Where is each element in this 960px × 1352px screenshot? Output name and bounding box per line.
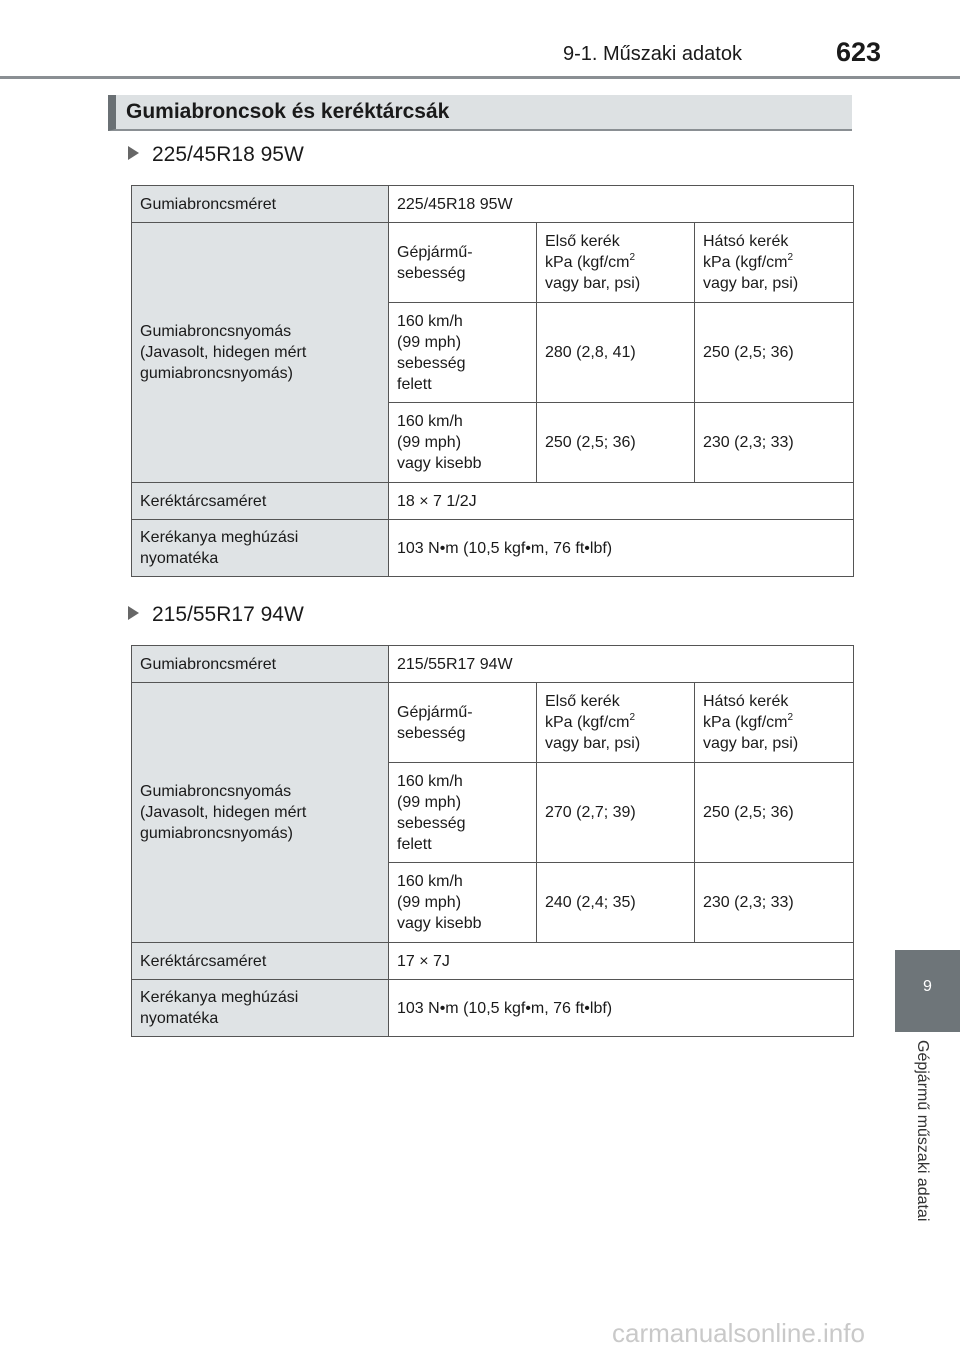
- speed-below: 160 km/h (99 mph) vagy kisebb: [389, 403, 537, 483]
- chapter-tab: [895, 950, 960, 1032]
- size-label: Gumiabroncsméret: [132, 186, 389, 223]
- table-row: [132, 980, 854, 1037]
- section-heading-bar: [108, 95, 852, 131]
- chapter-number: 9: [923, 978, 932, 995]
- table-row: [132, 520, 854, 577]
- table-row: [132, 683, 854, 763]
- section-title: 9-1. Műszaki adatok: [563, 43, 742, 65]
- speed-below: 160 km/h (99 mph) vagy kisebb: [389, 863, 537, 943]
- chapter-label: Gépjármű műszaki adatai: [914, 1040, 931, 1222]
- tire-heading-1: [128, 143, 304, 167]
- tire-heading-text: 225/45R18 95W: [152, 143, 304, 166]
- header-rule: [0, 76, 960, 79]
- pressure-label: Gumiabroncsnyomás (Javasolt, hidegen mért gumiabroncsnyomás): [132, 683, 389, 943]
- front-header: Első kerék kPa ($kgf/cm^2$ vagy bar, psi): [537, 223, 695, 303]
- pressure-label: Gumiabroncsnyomás (Javasolt, hidegen mért gumiabroncsnyomás): [132, 223, 389, 483]
- front-pressure-below: 250 (2,5; 36): [537, 403, 695, 483]
- torque-value: 103 N•m (10,5 kgf•m, 76 ft•lbf): [389, 520, 854, 577]
- table-row: [132, 943, 854, 980]
- speed-header: Gépjármű- sebesség: [389, 683, 537, 763]
- rear-pressure-below: 230 (2,3; 33): [695, 863, 854, 943]
- torque-label: Kerékanya meghúzási nyomatéka: [132, 980, 389, 1037]
- rear-pressure-above: 250 (2,5; 36): [695, 763, 854, 863]
- triangle-bullet-icon: [128, 606, 139, 620]
- triangle-bullet-icon: [128, 146, 139, 160]
- speed-above: 160 km/h (99 mph) sebesség felett: [389, 303, 537, 403]
- tire-spec-table-1: [131, 185, 854, 577]
- page-number: 623: [836, 37, 882, 67]
- rear-header: Hátsó kerék kPa ($kgf/cm^2$ vagy bar, psi): [695, 683, 854, 763]
- front-header: Első kerék kPa ($kgf/cm^2$ vagy bar, psi): [537, 683, 695, 763]
- tire-spec-table-2: [131, 645, 854, 1037]
- speed-header: Gépjármű- sebesség: [389, 223, 537, 303]
- wheel-size-value: 18 × 7 1/2J: [389, 483, 854, 520]
- wheel-size-label: Keréktárcsaméret: [132, 943, 389, 980]
- section-heading: Gumiabroncsok és keréktárcsák: [126, 100, 450, 123]
- table-row: [132, 646, 854, 683]
- table-row: [132, 483, 854, 520]
- size-label: Gumiabroncsméret: [132, 646, 389, 683]
- rear-pressure-below: 230 (2,3; 33): [695, 403, 854, 483]
- torque-label: Kerékanya meghúzási nyomatéka: [132, 520, 389, 577]
- tire-heading-2: [128, 603, 304, 627]
- table-row: [132, 223, 854, 303]
- front-pressure-above: 270 (2,7; 39): [537, 763, 695, 863]
- size-value: 225/45R18 95W: [389, 186, 854, 223]
- rear-pressure-above: 250 (2,5; 36): [695, 303, 854, 403]
- watermark: carmanualsonline.info: [612, 1318, 865, 1348]
- tire-heading-text: 215/55R17 94W: [152, 603, 304, 626]
- size-value: 215/55R17 94W: [389, 646, 854, 683]
- rear-header: Hátsó kerék kPa ($kgf/cm^2$ vagy bar, psi): [695, 223, 854, 303]
- wheel-size-value: 17 × 7J: [389, 943, 854, 980]
- table-row: [132, 186, 854, 223]
- wheel-size-label: Keréktárcsaméret: [132, 483, 389, 520]
- speed-above: 160 km/h (99 mph) sebesség felett: [389, 763, 537, 863]
- front-pressure-above: 280 (2,8, 41): [537, 303, 695, 403]
- torque-value: 103 N•m (10,5 kgf•m, 76 ft•lbf): [389, 980, 854, 1037]
- front-pressure-below: 240 (2,4; 35): [537, 863, 695, 943]
